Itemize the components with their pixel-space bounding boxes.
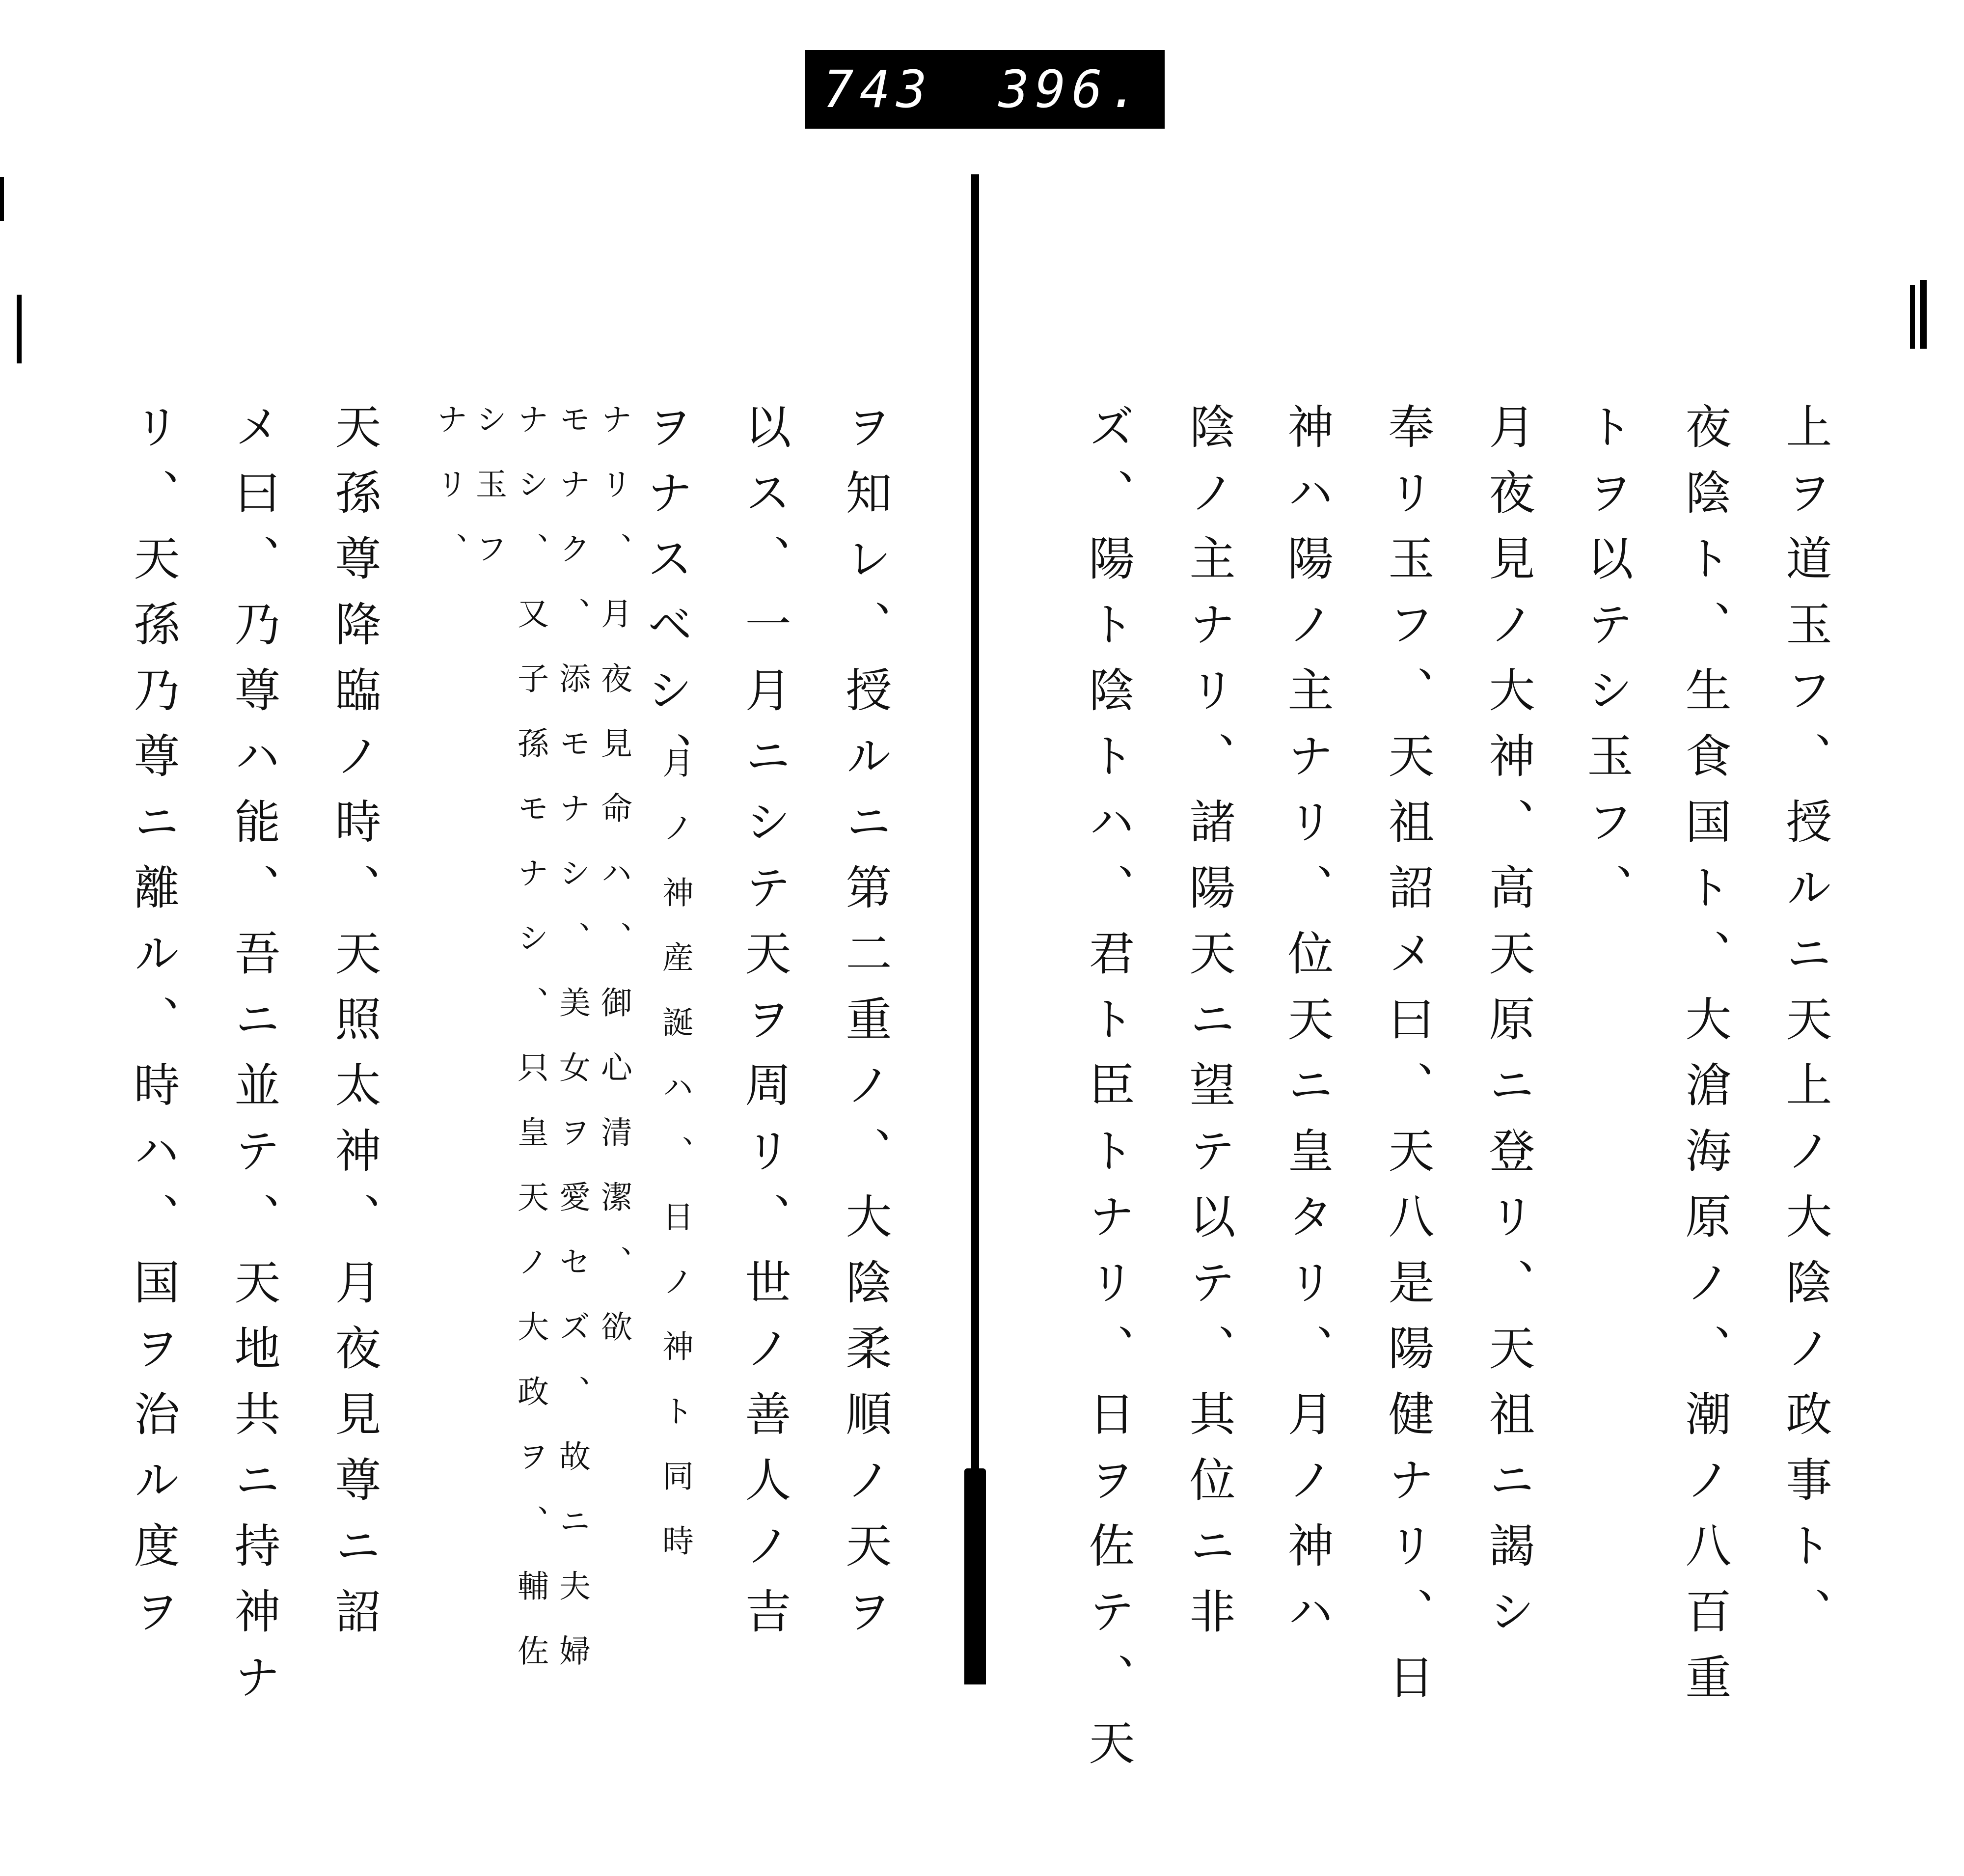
left-page-column-11: メ曰、乃尊ハ能、吾ニ並テ、天地共ニ持神ナ (226, 403, 280, 1719)
book-spine (971, 174, 979, 1471)
left-page-column-4: 月ノ神産誕ハ、日ノ神ト同時 (657, 746, 693, 1589)
left-page-column-8: シ玉フ (470, 403, 507, 597)
page-number-label (805, 50, 1165, 129)
right-edge-mark-inner (1920, 280, 1927, 349)
right-page-column-1: 上ヲ道玉フ、授ルニ天上ノ大陰ノ政事ト、 (1778, 403, 1831, 1653)
right-page-column-6: 神ハ陽ノ主ナリ、位天ニ皇タリ、月ノ神ハ (1280, 403, 1333, 1653)
right-page-column-4: 月夜見ノ大神、高天原ニ登リ、天祖ニ謁シ (1481, 403, 1534, 1653)
page-label-left-number: 743 (823, 59, 933, 119)
left-page-column-12: リ、天孫乃尊ニ離ル、時ハ、国ヲ治ル度ヲ (126, 403, 179, 1653)
left-page-column-2: 以ス、一月ニシテ天ヲ周リ、世ノ善人ノ吉 (737, 403, 791, 1653)
right-page-column-8: ズ、陽ト陰トハ、君ト臣トナリ、日ヲ佐テ、天 (1081, 403, 1134, 1785)
left-edge-mark (17, 295, 22, 363)
left-page-column-10: 天孫尊降臨ノ時、天照太神、月夜見尊ニ詔 (327, 403, 381, 1653)
left-page-column-7: ナシ、又子孫モナシ、只皇天ノ大政ヲ、輔佐 (512, 403, 548, 1699)
right-page-column-3: トヲ以テシ玉フ、 (1579, 403, 1633, 929)
left-page-column-6: モナク、添モナシ、美女ヲ愛セズ、故ニ夫婦 (554, 403, 590, 1699)
left-edge-mark-top (0, 177, 4, 221)
left-page-column-9: ナリ、 (431, 403, 467, 597)
page-label-right-number: 396. (998, 59, 1145, 119)
book-spine-base (964, 1468, 986, 1684)
left-page-column-5: ナリ、月夜見命ハ、御心清潔、欲 (596, 403, 632, 1375)
right-edge-mark-outer (1910, 285, 1915, 349)
right-page-column-2: 夜陰ト、生食国ト、大滄海原ノ、潮ノ八百重 (1677, 403, 1731, 1719)
left-page-column-3: ヲナスベシ、 (639, 403, 692, 798)
right-page-column-5: 奉リ玉フ、天祖詔メ曰、天八是陽健ナリ、日 (1380, 403, 1434, 1719)
right-page-column-7: 陰ノ主ナリ、諸陽天ニ望テ以テ、其位ニ非 (1181, 403, 1235, 1653)
left-page-column-1: ヲ知レ、授ルニ第二重ノ、大陰柔順ノ天ヲ (838, 403, 891, 1653)
